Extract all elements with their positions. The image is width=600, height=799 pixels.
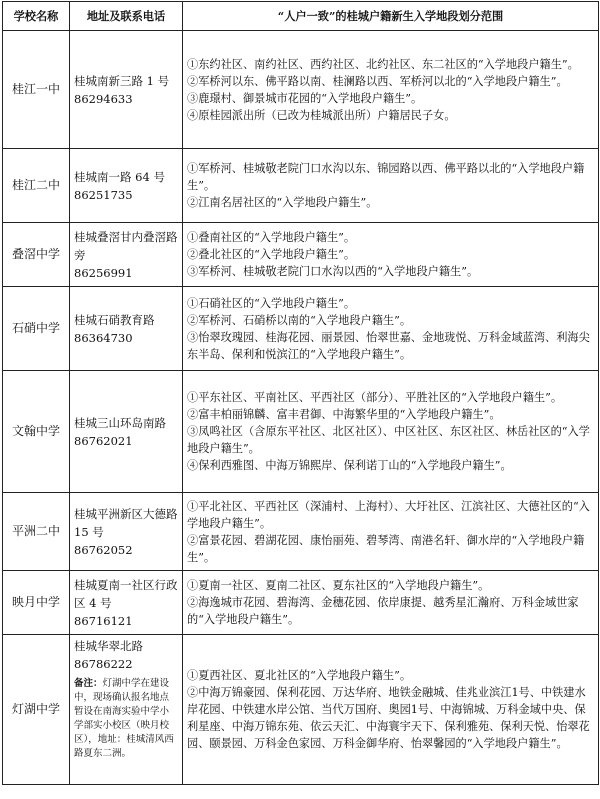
phone-number: 86786222: [74, 657, 133, 671]
phone-number: 86364730: [74, 330, 133, 345]
school-name: 石硝中学: [3, 287, 70, 371]
table-row: [3, 493, 599, 571]
school-address: [70, 371, 183, 493]
school-name: 文翰中学: [3, 371, 70, 493]
district-scope: [183, 149, 599, 223]
school-address: [70, 571, 183, 635]
table-row: [3, 31, 599, 149]
school-name: 叠滘中学: [3, 223, 70, 287]
address-line: 桂城华翠北路: [74, 639, 143, 653]
scope-item: ③怡翠玫瑰园、桂海花园、丽景园、怡翠世嘉、金地珑悦、万科金域蓝湾、利海尖东半岛、保利和悦滨江的“入学地段户籍生”。: [187, 330, 590, 361]
scope-item: ②中海万锦豪园、保利花园、万达华府、地铁金融城、佳兆业滨江1号、中铁建水岸花园、中铁建水岸公馆、当代万国府、奥园1号、中海锦城、万科金域中央、保利星座、中海万锦东苑、依云天汇、中海寰宇天下、保利雅苑、保利天悦、怡翠花园、颐景园、万科金色家园、万科金御华府、怡翠馨园的“入学地段户籍生”。: [187, 686, 590, 750]
scope-item: ①平东社区、平南社区、平西社区（部分）、平胜社区的“入学地段户籍生”。: [187, 391, 563, 404]
scope-item: ②军桥河以东、佛平路以南、桂澜路以西、军桥河以北的“入学地段户籍生”。: [187, 74, 568, 88]
header-school-name: 学校名称: [3, 2, 70, 31]
scope-item: ①东约社区、南约社区、西约社区、北约社区、东二社区的“入学地段户籍生”。: [187, 57, 579, 71]
address-line: 桂城南一路 64 号: [74, 169, 165, 184]
remark-label: 备注：: [74, 678, 103, 689]
header-row: [3, 2, 599, 31]
address-line: 桂城叠滘甘内叠滘路旁: [74, 229, 178, 262]
address-line: 桂城夏南一社区行政区 4 号: [74, 577, 178, 610]
table-row: [3, 571, 599, 635]
phone-number: 86716121: [74, 613, 133, 628]
district-scope: [183, 571, 599, 635]
school-name: 灯湖中学: [3, 635, 70, 785]
scope-item: ②富丰柏丽锦麟、富丰君御、中海繁华里的“入学地段户籍生”。: [187, 408, 501, 421]
school-address: [70, 149, 183, 223]
header-district-scope: “人户一致”的桂城户籍新生入学地段划分范围: [183, 2, 599, 31]
header-address-phone: 地址及联系电话: [70, 2, 183, 31]
school-address: [70, 493, 183, 571]
address-line: 桂城平洲新区大德路 15 号: [74, 506, 178, 539]
table-row: [3, 287, 599, 371]
school-address: [70, 635, 183, 785]
school-district-table: [2, 1, 599, 785]
phone-number: 86256991: [74, 265, 133, 280]
scope-item: ①夏南一社区、夏南二社区、夏东社区的“入学地段户籍生”。: [187, 579, 490, 592]
address-line: 桂城南新三路 1 号: [74, 73, 170, 88]
phone-number: 86762021: [74, 433, 133, 448]
phone-number: 86294633: [74, 91, 133, 106]
school-name: 桂江二中: [3, 149, 70, 223]
scope-item: ②叠北社区的“入学地段户籍生”。: [187, 248, 356, 261]
table-row: [3, 149, 599, 223]
remark-note: [74, 677, 178, 761]
scope-item: ③军桥河、桂城敬老院门口水沟以西的“入学地段户籍生”。: [187, 265, 479, 278]
scope-item: ②军桥河、石硝桥以南的“入学地段户籍生”。: [187, 313, 412, 327]
scope-item: ①夏西社区、夏北社区的“入学地段户籍生”。: [187, 669, 412, 682]
phone-number: 86762052: [74, 542, 133, 557]
table-row: [3, 635, 599, 785]
district-scope: [183, 31, 599, 149]
scope-item: ④原桂园派出所（已改为桂城派出所）户籍居民子女。: [187, 108, 456, 122]
scope-item: ①叠南社区的“入学地段户籍生”。: [187, 231, 356, 244]
school-address: [70, 31, 183, 149]
school-name: 桂江一中: [3, 31, 70, 149]
scope-item: ③凤鸣社区（含原东平社区、北区社区）、中区社区、东区社区、林岳社区的“入学地段户籍生”。: [187, 425, 590, 455]
scope-item: ③鹿璟村、御景城市花园的“入学地段户籍生”。: [187, 91, 423, 105]
school-address: [70, 223, 183, 287]
school-name: 映月中学: [3, 571, 70, 635]
district-scope: [183, 371, 599, 493]
scope-item: ①军桥河、桂城敬老院门口水沟以东、锦园路以西、佛平路以北的“入学地段户籍生”。: [187, 162, 585, 192]
scope-item: ②江南名居社区的“入学地段户籍生”。: [187, 196, 378, 209]
address-line: 桂城三山环岛南路: [74, 415, 166, 430]
scope-item: ②富景花园、碧湖花园、康怡丽苑、碧琴湾、南港名轩、御水岸的“入学地段户籍生”。: [187, 533, 585, 564]
table-row: [3, 371, 599, 493]
scope-item: ①平北社区、平西社区（深浦村、上海村）、大圩社区、江滨社区、大德社区的“入学地段户籍生”。: [187, 499, 590, 530]
district-scope: [183, 223, 599, 287]
remark-text: 灯湖中学在建设中，现场确认报名地点暂设在南海实验中学小学部实小校区（映月校区），地址：桂城清风西路夏东二洲。: [74, 678, 174, 759]
district-scope: [183, 635, 599, 785]
district-scope: [183, 493, 599, 571]
address-line: 桂城石硝教育路: [74, 312, 155, 327]
scope-item: ①石硝社区的“入学地段户籍生”。: [187, 296, 356, 310]
scope-item: ②海逸城市花园、碧海湾、金穗花园、依岸康提、越秀星汇瀚府、万科金域世家的“入学地段户籍生”。: [187, 596, 579, 626]
phone-number: 86251735: [74, 187, 133, 202]
table-row: [3, 223, 599, 287]
district-scope: [183, 287, 599, 371]
school-address: [70, 287, 183, 371]
school-name: 平洲二中: [3, 493, 70, 571]
scope-item: ④保利西雅图、中海万锦熙岸、保利诺丁山的“入学地段户籍生”。: [187, 459, 512, 472]
